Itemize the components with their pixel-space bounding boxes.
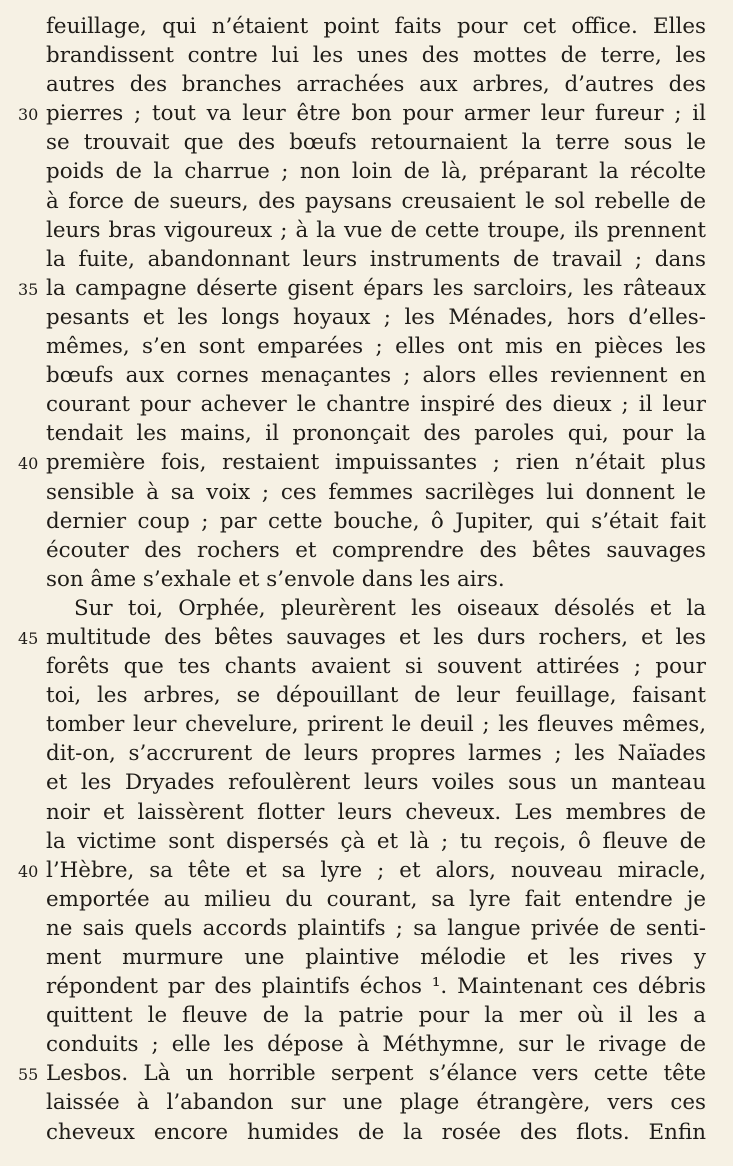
line-text: toi, les arbres, se dépouillant de leur feuillage, faisant — [46, 683, 706, 709]
line-text: laissée à l’abandon sur une plage étrangère, vers ces — [46, 1090, 706, 1116]
text-line — [0, 216, 733, 245]
text-line — [0, 856, 733, 885]
line-text: tomber leur chevelure, prirent le deuil ; les fleuves mêmes, — [46, 712, 706, 738]
line-text: la campagne déserte gisent épars les sarcloirs, les râteaux — [46, 275, 706, 301]
text-line — [0, 536, 733, 565]
text-line — [0, 303, 733, 332]
line-text: répondent par des plaintifs échos ¹. Maintenant ces débris — [46, 974, 706, 1000]
line-text: sensible à sa voix ; ces femmes sacrilèges lui donnent le — [46, 479, 706, 505]
text-line — [0, 361, 733, 390]
line-text: son âme s’exhale et s’envole dans les airs. — [46, 566, 505, 592]
text-line — [0, 885, 733, 914]
line-text: pierres ; tout va leur être bon pour armer leur fureur ; il — [46, 101, 706, 127]
line-text: ment murmure une plaintive mélodie et les rives y — [46, 945, 706, 970]
text-line — [0, 507, 733, 536]
text-line — [0, 710, 733, 739]
text-line — [0, 1088, 733, 1117]
text-line — [0, 245, 733, 274]
line-text: brandissent contre lui les unes des mottes de terre, les — [46, 43, 706, 69]
line-text: ne sais quels accords plaintifs ; sa langue privée de senti- — [46, 915, 706, 941]
text-line — [0, 652, 733, 681]
line-text: mêmes, s’en sont emparées ; elles ont mis en pièces les — [46, 334, 706, 360]
text-line — [0, 157, 733, 186]
line-number: 40 — [18, 454, 39, 474]
line-text: emportée au milieu du courant, sa lyre fait entendre je — [46, 886, 706, 912]
text-line — [0, 448, 733, 477]
line-text: et les Dryades refoulèrent leurs voiles sous un manteau — [46, 770, 706, 796]
line-text: dit-on, s’accrurent de leurs propres larmes ; les Naïades — [46, 741, 706, 767]
text-line — [0, 274, 733, 303]
text-line — [0, 827, 733, 856]
text-line — [0, 1030, 733, 1059]
text-line — [0, 419, 733, 448]
line-number: 30 — [18, 105, 39, 125]
text-line — [0, 681, 733, 710]
text-line — [0, 332, 733, 361]
line-text: dernier coup ; par cette bouche, ô Jupiter, qui s’était fait — [46, 508, 706, 534]
line-text: noir et laissèrent flotter leurs cheveux. Les membres de — [46, 799, 706, 825]
text-line — [0, 1001, 733, 1030]
line-text: multitude des bêtes sauvages et les durs rochers, et les — [46, 624, 706, 650]
line-number: 45 — [18, 628, 39, 648]
text-line — [0, 187, 733, 216]
text-line — [0, 914, 733, 943]
text-line — [0, 565, 733, 594]
line-text: la victime sont dispersés çà et là ; tu reçois, ô fleuve de — [46, 828, 706, 854]
text-line — [0, 70, 733, 99]
line-text: se trouvait que des bœufs retournaient la terre sous le — [46, 130, 706, 156]
text-line — [0, 943, 733, 972]
line-text: leurs bras vigoureux ; à la vue de cette troupe, ils prennent — [46, 217, 706, 243]
line-text: tendait les mains, il prononçait des paroles qui, pour la — [46, 421, 706, 447]
line-text: Lesbos. Là un horrible serpent s’élance vers cette tête — [46, 1061, 706, 1087]
line-text: Sur toi, Orphée, pleurèrent les oiseaux désolés et la — [74, 595, 706, 621]
line-text: forêts que tes chants avaient si souvent attirées ; pour — [46, 654, 706, 680]
text-line — [0, 798, 733, 827]
text-body — [0, 12, 733, 1147]
line-text: première fois, restaient impuissantes ; rien n’était plus — [46, 450, 706, 476]
text-line — [0, 594, 733, 623]
line-text: bœufs aux cornes menaçantes ; alors elles reviennent en — [46, 363, 706, 389]
line-text: poids de la charrue ; non loin de là, préparant la récolte — [46, 159, 706, 185]
line-number: 55 — [18, 1065, 39, 1085]
line-text: à force de sueurs, des paysans creusaient le sol rebelle de — [46, 188, 706, 214]
text-line — [0, 623, 733, 652]
line-number: 40 — [18, 861, 39, 881]
text-line — [0, 41, 733, 70]
text-line — [0, 128, 733, 157]
line-text: l’Hèbre, sa tête et sa lyre ; et alors, nouveau miracle, — [46, 857, 706, 883]
line-text: quittent le fleuve de la patrie pour la mer où il les a — [46, 1003, 706, 1029]
text-line — [0, 478, 733, 507]
text-line — [0, 390, 733, 419]
line-text: courant pour achever le chantre inspiré des dieux ; il leur — [46, 392, 706, 418]
line-text: pesants et les longs hoyaux ; les Ménades, hors d’elles- — [46, 304, 706, 330]
line-text: la fuite, abandonnant leurs instruments de travail ; dans — [46, 246, 706, 272]
line-text: cheveux encore humides de la rosée des flots. Enfin — [46, 1119, 706, 1145]
line-number: 35 — [18, 279, 39, 299]
line-text: conduits ; elle les dépose à Méthymne, sur le rivage de — [46, 1032, 706, 1058]
text-line — [0, 99, 733, 128]
text-line — [0, 1118, 733, 1147]
text-line — [0, 1059, 733, 1088]
text-line — [0, 768, 733, 797]
text-line — [0, 972, 733, 1001]
text-line — [0, 12, 733, 41]
line-text: feuillage, qui n’étaient point faits pour cet office. Elles — [46, 14, 706, 39]
line-text: autres des branches arrachées aux arbres, d’autres des — [46, 72, 706, 98]
line-text: écouter des rochers et comprendre des bêtes sauvages — [46, 537, 706, 563]
text-line — [0, 739, 733, 768]
